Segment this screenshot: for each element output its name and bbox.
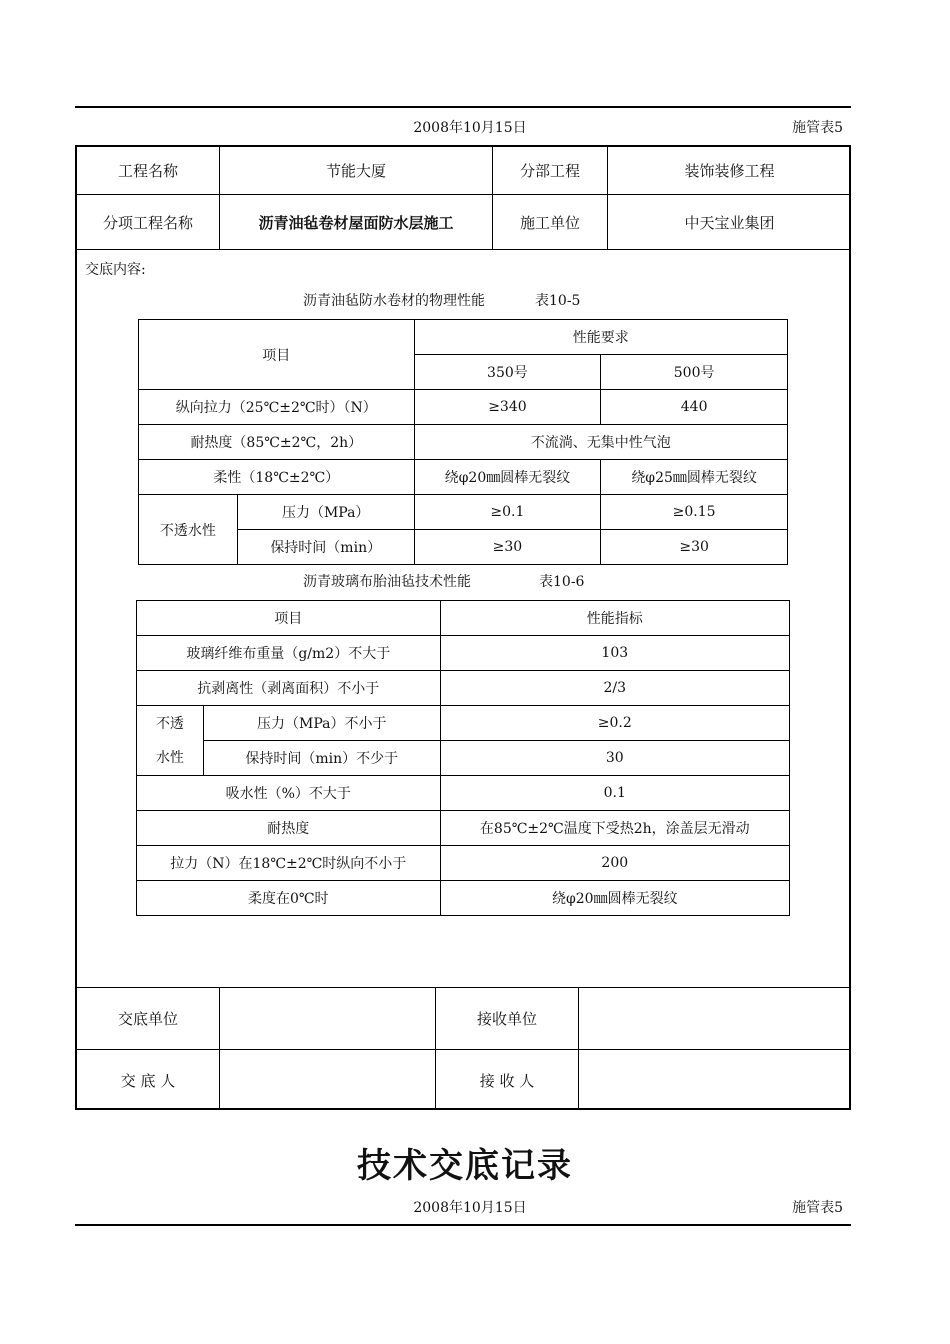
table-cell: 0.1: [440, 776, 789, 811]
table-cell: 440: [601, 390, 788, 425]
table-row-label: 玻璃纤维布重量（g/m2）不大于: [137, 636, 441, 671]
header-date: 2008年10月15日: [413, 120, 527, 136]
receiver-unit-label: 接收单位: [476, 1010, 537, 1028]
table-cell: ≥30: [414, 530, 601, 565]
document-title: 技术交底记录: [357, 1146, 573, 1186]
footer-date: 2008年10月15日: [413, 1200, 527, 1216]
table-cell: ≥0.1: [414, 495, 601, 530]
t2-impermeability-label: [137, 706, 204, 776]
table-row-label: 柔性（18℃±2℃）: [139, 460, 415, 495]
table-cell: 103: [440, 636, 789, 671]
table1-number: 表10-5: [535, 293, 581, 309]
table-cell: 2/3: [440, 671, 789, 706]
subitem-value: 沥青油毡卷材屋面防水层施工: [258, 213, 454, 232]
table-cell: 30: [440, 741, 789, 776]
table-cell: 在85℃±2℃温度下受热2h，涂盖层无滑动: [440, 811, 789, 846]
table-row-label: 保持时间（min）不少于: [203, 741, 440, 776]
table-row-label: 压力（MPa）: [237, 495, 414, 530]
table-cell: ≥30: [601, 530, 788, 565]
issuer-field[interactable]: [220, 1050, 435, 1110]
asphalt-felt-properties-table: [138, 319, 788, 565]
table-cell: 不流淌、无集中性气泡: [414, 425, 787, 460]
table-cell: ≥340: [414, 390, 601, 425]
receiver-unit-field[interactable]: [579, 988, 851, 1049]
t2-imp-line2: 水性: [155, 749, 184, 766]
table-row-label: 抗剥离性（剥离面积）不小于: [137, 671, 441, 706]
receiver-label: 接 收 人: [479, 1071, 535, 1090]
table-row-label: 柔度在0℃时: [137, 881, 441, 916]
table-row-label: 压力（MPa）不小于: [203, 706, 440, 741]
table-cell: ≥0.15: [601, 495, 788, 530]
t1-col-350: 350号: [414, 355, 601, 390]
table-row-label: 保持时间（min）: [237, 530, 414, 565]
t1-impermeability-label: 不透水性: [139, 495, 238, 565]
table-row-label: 耐热度: [137, 811, 441, 846]
table-cell: 绕φ20㎜圆棒无裂纹: [414, 460, 601, 495]
receiver-field[interactable]: [579, 1050, 851, 1110]
table-row-label: 吸水性（%）不大于: [137, 776, 441, 811]
glass-fiber-felt-table: [136, 600, 790, 916]
table-cell: 绕φ25㎜圆棒无裂纹: [601, 460, 788, 495]
header-form-no: 施管表5: [792, 120, 843, 136]
project-name-value: 节能大厦: [325, 162, 386, 180]
content-label: 交底内容:: [85, 262, 146, 278]
table1-title: 沥青油毡防水卷材的物理性能: [303, 293, 485, 309]
table-cell: ≥0.2: [440, 706, 789, 741]
table-row-label: 拉力（N）在18℃±2℃时纵向不小于: [137, 846, 441, 881]
footer-line: [75, 1197, 851, 1219]
t2-imp-line1: 不透: [155, 715, 184, 732]
table-cell: 200: [440, 846, 789, 881]
table2-title: 沥青玻璃布胎油毡技术性能: [303, 574, 471, 590]
footer-form-no: 施管表5: [792, 1200, 843, 1216]
t2-index-header: 性能指标: [440, 601, 789, 636]
bottom-rule: [75, 1224, 851, 1226]
project-name-label: 工程名称: [117, 162, 178, 180]
issuer-label: 交 底 人: [120, 1071, 176, 1090]
header-line: [75, 117, 851, 139]
top-rule: [75, 106, 851, 108]
issuer-unit-field[interactable]: [220, 988, 435, 1049]
division-value: 装饰装修工程: [684, 162, 775, 180]
t1-col-500: 500号: [601, 355, 788, 390]
table-cell: 绕φ20㎜圆棒无裂纹: [440, 881, 789, 916]
division-label: 分部工程: [519, 162, 580, 180]
contractor-value: 中天宝业集团: [684, 213, 775, 232]
subitem-label: 分项工程名称: [102, 213, 193, 232]
table-row-label: 纵向拉力（25℃±2℃时）（N）: [139, 390, 415, 425]
t1-requirement-header: 性能要求: [414, 320, 787, 355]
table2-caption: [303, 571, 584, 591]
t2-item-header: 项目: [137, 601, 441, 636]
issuer-unit-label: 交底单位: [117, 1010, 178, 1028]
table1-caption: [303, 290, 580, 310]
table-row-label: 耐热度（85℃±2℃，2h）: [139, 425, 415, 460]
table2-number: 表10-6: [539, 574, 585, 590]
t1-item-header: 项目: [139, 320, 415, 390]
contractor-label: 施工单位: [519, 213, 580, 232]
